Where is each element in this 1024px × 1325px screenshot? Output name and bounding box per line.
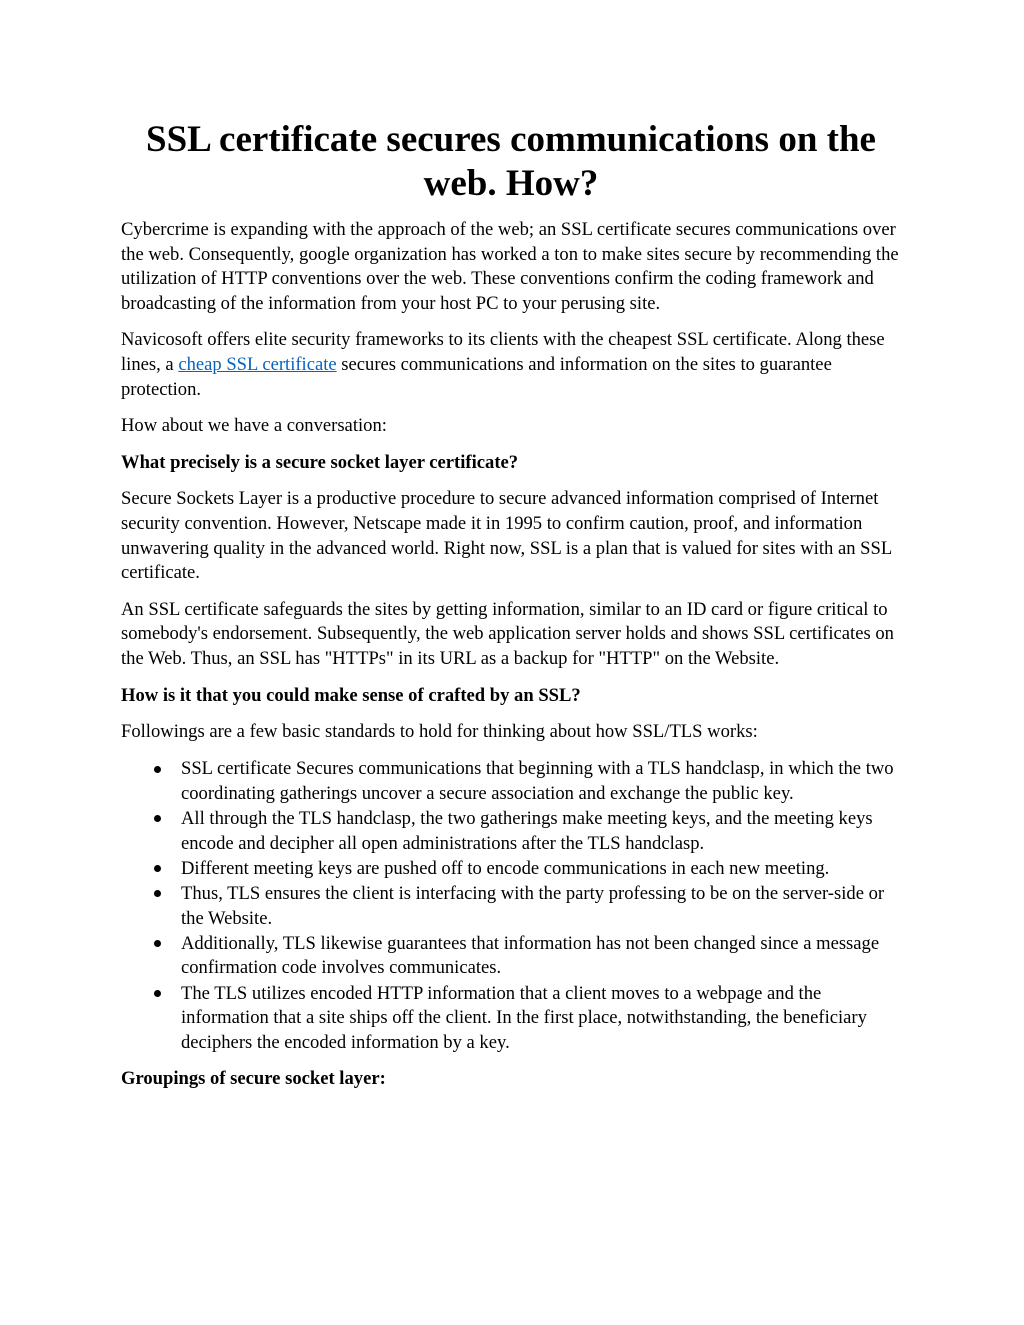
paragraph-navicosoft	[121, 328, 906, 402]
list-item-text: The TLS utilizes encoded HTTP information that a client moves to a webpage and the information that a site ships off the client. In the first place, notwithstanding, the beneficiary deciphers the encoded information by a key.	[181, 982, 867, 1053]
bullet-icon	[154, 990, 161, 997]
list-item	[121, 981, 906, 1055]
list-item	[121, 856, 906, 881]
list-item	[121, 881, 906, 931]
paragraph-intro: Cybercrime is expanding with the approach of the web; an SSL certificate secures communications over the web. Consequently, google organization has worked a ton to make sites secure by recommending the utilization of HTTP conventions over the web. These conventions confirm the coding framework and broadcasting of the information from your host PC to your perusing site.	[121, 219, 899, 314]
list-item	[121, 757, 906, 807]
page-title: SSL certificate secures communications on the web. How?	[146, 119, 876, 204]
paragraph-secure-sockets-layer: Secure Sockets Layer is a productive procedure to secure advanced information comprised of Internet security convention. However, Netscape made it in 1995 to confirm caution, proof, and information unwavering quality in the advanced world. Right now, SSL is a plan that is valued for sites with an SSL certificate.	[121, 488, 892, 584]
list-item-text: Different meeting keys are pushed off to encode communications in each new meeting.	[181, 857, 830, 879]
paragraph-ssl-safeguards: An SSL certificate safeguards the sites by getting information, similar to an ID card or figure critical to somebody's endorsement. Subsequently, the web application server holds and shows SSL certificates on the Web. Thus, an SSL has "HTTPs" in its URL as a backup for "HTTP" on the Website.	[121, 598, 894, 669]
list-item	[121, 931, 906, 981]
heading-what-is-ssl: What precisely is a secure socket layer certificate?	[121, 451, 519, 473]
document-page	[121, 118, 906, 1104]
list-item-text: Thus, TLS ensures the client is interfacing with the party professing to be on the server-side or the Website.	[181, 883, 885, 929]
list-item-text: SSL certificate Secures communications that beginning with a TLS handclasp, in which the two coordinating gatherings uncover a secure association and exchange the public key.	[181, 758, 894, 804]
paragraph-conversation: How about we have a conversation:	[121, 415, 387, 437]
list-item	[121, 806, 906, 856]
heading-how-ssl-works: How is it that you could make sense of crafted by an SSL?	[121, 684, 581, 706]
paragraph-followings: Followings are a few basic standards to hold for thinking about how SSL/TLS works:	[121, 721, 758, 743]
bullet-icon	[154, 940, 161, 947]
list-item-text: Additionally, TLS likewise guarantees that information has not been changed since a message confirmation code involves communicates.	[181, 932, 880, 979]
paragraph-navicosoft-text-after: secures communications and information on the sites to guarantee protection.	[121, 353, 832, 400]
cheap-ssl-certificate-link[interactable]: cheap SSL certificate	[178, 353, 337, 375]
bullet-icon	[154, 890, 161, 897]
list-item-text: All through the TLS handclasp, the two gatherings make meeting keys, and the meeting keys encode and decipher all open administrations after the TLS handclasp.	[181, 808, 873, 854]
bullet-icon	[154, 865, 161, 872]
bullet-list	[121, 757, 906, 1056]
paragraph-navicosoft-text-before: Navicosoft offers elite security frameworks to its clients with the cheapest SSL certificate. Along these lines, a	[121, 329, 885, 375]
bullet-icon	[154, 815, 161, 822]
heading-groupings: Groupings of secure socket layer:	[121, 1068, 386, 1090]
bullet-icon	[154, 766, 161, 773]
